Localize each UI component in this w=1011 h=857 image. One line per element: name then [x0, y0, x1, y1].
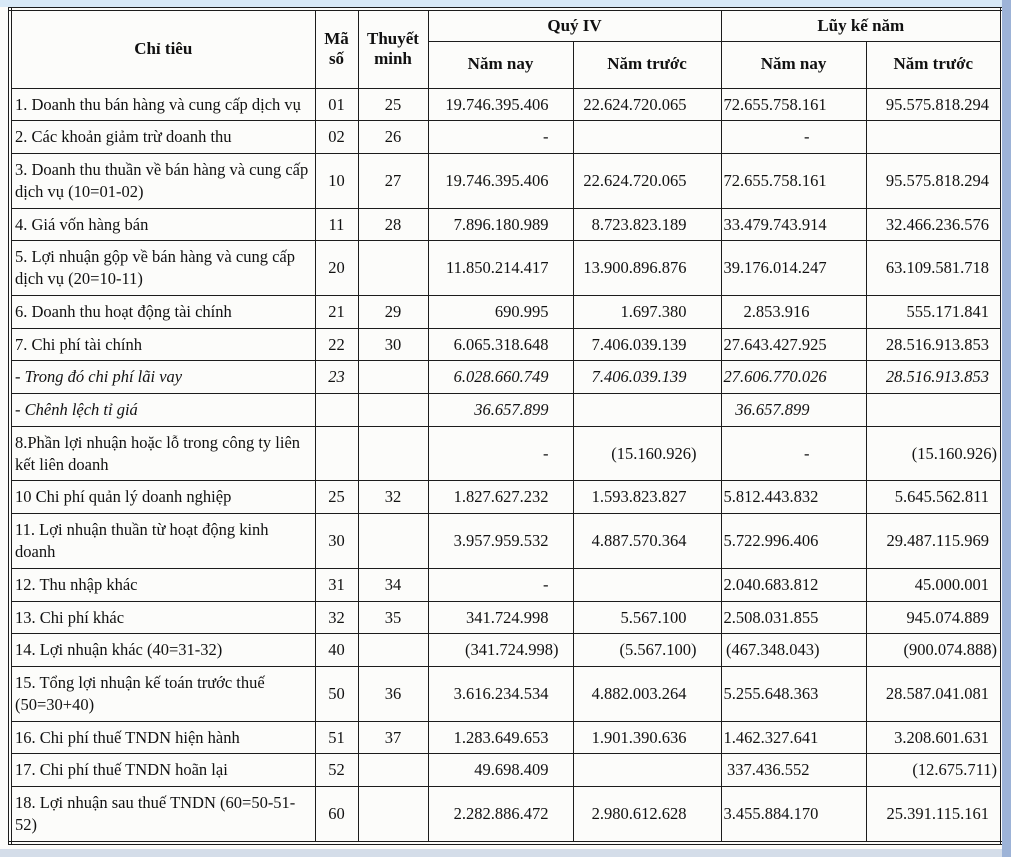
col-header-chi-tieu: Chỉ tiêu — [10, 9, 315, 88]
table-header — [10, 9, 1002, 88]
lk-nam-truoc-cell: 95.575.818.294 — [866, 154, 1002, 209]
table-row — [10, 481, 1002, 514]
q4-nam-truoc-cell: 22.624.720.065 — [573, 88, 721, 121]
thuyet-minh-cell — [358, 241, 428, 296]
col-header-thuyet-minh: Thuyết minh — [358, 9, 428, 88]
table-row — [10, 121, 1002, 154]
ma-so-cell: 02 — [315, 121, 358, 154]
thuyet-minh-cell — [358, 514, 428, 569]
col-header-q4-nam-nay: Năm nay — [428, 41, 573, 88]
lk-nam-nay-cell: 36.657.899 — [721, 394, 866, 427]
lk-nam-nay-cell: - — [721, 426, 866, 481]
col-header-quy-iv: Quý IV — [428, 9, 721, 41]
thuyet-minh-cell: 34 — [358, 568, 428, 601]
row-label: 18. Lợi nhuận sau thuế TNDN (60=50-51-52) — [10, 787, 315, 843]
row-label: 12. Thu nhập khác — [10, 568, 315, 601]
row-label: 2. Các khoản giảm trừ doanh thu — [10, 121, 315, 154]
q4-nam-truoc-cell: (15.160.926) — [573, 426, 721, 481]
lk-nam-truoc-cell: 945.074.889 — [866, 601, 1002, 634]
q4-nam-nay-cell: 3.957.959.532 — [428, 514, 573, 569]
thuyet-minh-cell: 37 — [358, 721, 428, 754]
q4-nam-nay-cell: 2.282.886.472 — [428, 787, 573, 843]
table-row — [10, 667, 1002, 722]
q4-nam-truoc-cell: 2.980.612.628 — [573, 787, 721, 843]
q4-nam-truoc-cell: (5.567.100) — [573, 634, 721, 667]
thuyet-minh-cell: 27 — [358, 154, 428, 209]
lk-nam-truoc-cell: (12.675.711) — [866, 754, 1002, 787]
row-label: 13. Chi phí khác — [10, 601, 315, 634]
q4-nam-nay-cell: - — [428, 568, 573, 601]
q4-nam-nay-cell: - — [428, 426, 573, 481]
table-row — [10, 394, 1002, 427]
lk-nam-nay-cell: 72.655.758.161 — [721, 154, 866, 209]
q4-nam-nay-cell: (341.724.998) — [428, 634, 573, 667]
table-row — [10, 328, 1002, 361]
ma-so-cell: 11 — [315, 208, 358, 241]
lk-nam-truoc-cell — [866, 121, 1002, 154]
q4-nam-truoc-cell: 7.406.039.139 — [573, 328, 721, 361]
q4-nam-nay-cell: 3.616.234.534 — [428, 667, 573, 722]
q4-nam-truoc-cell: 4.882.003.264 — [573, 667, 721, 722]
q4-nam-nay-cell: 7.896.180.989 — [428, 208, 573, 241]
ma-so-cell: 01 — [315, 88, 358, 121]
ma-so-cell: 22 — [315, 328, 358, 361]
lk-nam-truoc-cell — [866, 394, 1002, 427]
ma-so-cell: 40 — [315, 634, 358, 667]
thuyet-minh-cell: 35 — [358, 601, 428, 634]
q4-nam-truoc-cell — [573, 394, 721, 427]
q4-nam-truoc-cell: 7.406.039.139 — [573, 361, 721, 394]
thuyet-minh-cell — [358, 394, 428, 427]
lk-nam-truoc-cell: 45.000.001 — [866, 568, 1002, 601]
lk-nam-truoc-cell: 29.487.115.969 — [866, 514, 1002, 569]
ma-so-cell — [315, 426, 358, 481]
income-statement-table — [8, 7, 1004, 845]
ma-so-cell: 10 — [315, 154, 358, 209]
q4-nam-truoc-cell: 8.723.823.189 — [573, 208, 721, 241]
table-row — [10, 514, 1002, 569]
thuyet-minh-cell: 32 — [358, 481, 428, 514]
lk-nam-nay-cell: 72.655.758.161 — [721, 88, 866, 121]
ma-so-cell: 21 — [315, 295, 358, 328]
table-row — [10, 634, 1002, 667]
ma-so-cell: 50 — [315, 667, 358, 722]
lk-nam-truoc-cell: 5.645.562.811 — [866, 481, 1002, 514]
table-row — [10, 601, 1002, 634]
ma-so-cell — [315, 394, 358, 427]
row-label: 3. Doanh thu thuần về bán hàng và cung cấp dịch vụ (10=01-02) — [10, 154, 315, 209]
thuyet-minh-cell — [358, 634, 428, 667]
q4-nam-nay-cell: 1.283.649.653 — [428, 721, 573, 754]
lk-nam-nay-cell: 27.606.770.026 — [721, 361, 866, 394]
ma-so-cell: 52 — [315, 754, 358, 787]
thuyet-minh-cell: 36 — [358, 667, 428, 722]
lk-nam-nay-cell: 5.722.996.406 — [721, 514, 866, 569]
ma-so-cell: 23 — [315, 361, 358, 394]
lk-nam-nay-cell: 2.040.683.812 — [721, 568, 866, 601]
thuyet-minh-cell — [358, 754, 428, 787]
q4-nam-nay-cell: 49.698.409 — [428, 754, 573, 787]
lk-nam-truoc-cell: 555.171.841 — [866, 295, 1002, 328]
table-row — [10, 295, 1002, 328]
ma-so-cell: 51 — [315, 721, 358, 754]
thuyet-minh-cell: 29 — [358, 295, 428, 328]
lk-nam-truoc-cell: 32.466.236.576 — [866, 208, 1002, 241]
row-label: 17. Chi phí thuế TNDN hoãn lại — [10, 754, 315, 787]
q4-nam-nay-cell: 690.995 — [428, 295, 573, 328]
ma-so-cell: 20 — [315, 241, 358, 296]
lk-nam-truoc-cell: 28.516.913.853 — [866, 361, 1002, 394]
lk-nam-nay-cell: 337.436.552 — [721, 754, 866, 787]
q4-nam-truoc-cell: 1.593.823.827 — [573, 481, 721, 514]
row-label: 15. Tổng lợi nhuận kế toán trước thuế (50=30+40) — [10, 667, 315, 722]
q4-nam-nay-cell: 36.657.899 — [428, 394, 573, 427]
q4-nam-truoc-cell: 1.697.380 — [573, 295, 721, 328]
scan-edge-right — [1002, 0, 1011, 857]
table-row — [10, 154, 1002, 209]
row-label: 1. Doanh thu bán hàng và cung cấp dịch vụ — [10, 88, 315, 121]
q4-nam-nay-cell: 11.850.214.417 — [428, 241, 573, 296]
lk-nam-truoc-cell: 63.109.581.718 — [866, 241, 1002, 296]
q4-nam-nay-cell: 6.065.318.648 — [428, 328, 573, 361]
col-header-ma-so: Mã số — [315, 9, 358, 88]
thuyet-minh-cell: 25 — [358, 88, 428, 121]
lk-nam-truoc-cell: 25.391.115.161 — [866, 787, 1002, 843]
q4-nam-truoc-cell: 1.901.390.636 — [573, 721, 721, 754]
lk-nam-nay-cell: 5.812.443.832 — [721, 481, 866, 514]
row-label: 6. Doanh thu hoạt động tài chính — [10, 295, 315, 328]
q4-nam-truoc-cell: 5.567.100 — [573, 601, 721, 634]
row-label: 14. Lợi nhuận khác (40=31-32) — [10, 634, 315, 667]
q4-nam-nay-cell: 6.028.660.749 — [428, 361, 573, 394]
table-row — [10, 208, 1002, 241]
q4-nam-truoc-cell: 22.624.720.065 — [573, 154, 721, 209]
q4-nam-nay-cell: - — [428, 121, 573, 154]
ma-so-cell: 30 — [315, 514, 358, 569]
lk-nam-nay-cell: 2.508.031.855 — [721, 601, 866, 634]
lk-nam-nay-cell: 1.462.327.641 — [721, 721, 866, 754]
thuyet-minh-cell — [358, 787, 428, 843]
table-row — [10, 754, 1002, 787]
lk-nam-nay-cell: 5.255.648.363 — [721, 667, 866, 722]
q4-nam-truoc-cell — [573, 121, 721, 154]
q4-nam-truoc-cell: 13.900.896.876 — [573, 241, 721, 296]
scan-edge-top — [0, 0, 1011, 7]
q4-nam-nay-cell: 19.746.395.406 — [428, 154, 573, 209]
ma-so-cell: 32 — [315, 601, 358, 634]
ma-so-cell: 25 — [315, 481, 358, 514]
lk-nam-truoc-cell: (900.074.888) — [866, 634, 1002, 667]
thuyet-minh-cell: 30 — [358, 328, 428, 361]
table-body — [10, 88, 1002, 843]
lk-nam-truoc-cell: 28.516.913.853 — [866, 328, 1002, 361]
ma-so-cell: 31 — [315, 568, 358, 601]
thuyet-minh-cell — [358, 426, 428, 481]
table-row — [10, 241, 1002, 296]
ma-so-cell: 60 — [315, 787, 358, 843]
table-row — [10, 361, 1002, 394]
q4-nam-nay-cell: 341.724.998 — [428, 601, 573, 634]
col-header-lk-nam-nay: Năm nay — [721, 41, 866, 88]
table-row — [10, 568, 1002, 601]
table-row — [10, 88, 1002, 121]
lk-nam-nay-cell: 2.853.916 — [721, 295, 866, 328]
col-header-luy-ke-nam: Lũy kế năm — [721, 9, 1002, 41]
table-row — [10, 787, 1002, 843]
table-row — [10, 426, 1002, 481]
q4-nam-truoc-cell: 4.887.570.364 — [573, 514, 721, 569]
lk-nam-truoc-cell: 95.575.818.294 — [866, 88, 1002, 121]
lk-nam-truoc-cell: 3.208.601.631 — [866, 721, 1002, 754]
row-label: 16. Chi phí thuế TNDN hiện hành — [10, 721, 315, 754]
lk-nam-nay-cell: 27.643.427.925 — [721, 328, 866, 361]
q4-nam-nay-cell: 1.827.627.232 — [428, 481, 573, 514]
row-label: 5. Lợi nhuận gộp về bán hàng và cung cấp dịch vụ (20=10-11) — [10, 241, 315, 296]
row-label: - Trong đó chi phí lãi vay — [10, 361, 315, 394]
q4-nam-truoc-cell — [573, 754, 721, 787]
col-header-q4-nam-truoc: Năm trước — [573, 41, 721, 88]
row-label: 7. Chi phí tài chính — [10, 328, 315, 361]
lk-nam-nay-cell: 39.176.014.247 — [721, 241, 866, 296]
row-label: 10 Chi phí quản lý doanh nghiệp — [10, 481, 315, 514]
lk-nam-nay-cell: 33.479.743.914 — [721, 208, 866, 241]
row-label: 8.Phần lợi nhuận hoặc lỗ trong công ty liên kết liên doanh — [10, 426, 315, 481]
row-label: 11. Lợi nhuận thuần từ hoạt động kinh doanh — [10, 514, 315, 569]
row-label: 4. Giá vốn hàng bán — [10, 208, 315, 241]
scan-edge-bottom — [0, 849, 1011, 857]
thuyet-minh-cell: 28 — [358, 208, 428, 241]
q4-nam-truoc-cell — [573, 568, 721, 601]
lk-nam-nay-cell: (467.348.043) — [721, 634, 866, 667]
lk-nam-nay-cell: - — [721, 121, 866, 154]
table-row — [10, 721, 1002, 754]
thuyet-minh-cell — [358, 361, 428, 394]
thuyet-minh-cell: 26 — [358, 121, 428, 154]
lk-nam-truoc-cell: 28.587.041.081 — [866, 667, 1002, 722]
lk-nam-nay-cell: 3.455.884.170 — [721, 787, 866, 843]
lk-nam-truoc-cell: (15.160.926) — [866, 426, 1002, 481]
q4-nam-nay-cell: 19.746.395.406 — [428, 88, 573, 121]
col-header-lk-nam-truoc: Năm trước — [866, 41, 1002, 88]
row-label: - Chênh lệch tỉ giá — [10, 394, 315, 427]
